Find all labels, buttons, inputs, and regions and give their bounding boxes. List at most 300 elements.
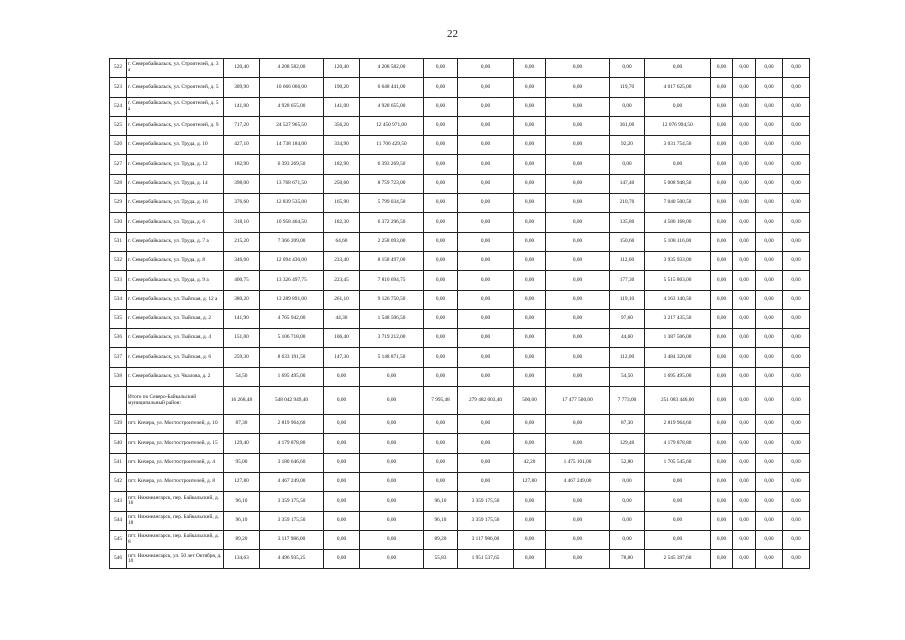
value-cell: 0,00 [514, 434, 546, 453]
value-cell: 0,00 [458, 194, 514, 213]
value-cell: 0,00 [546, 78, 610, 97]
value-cell: 0,00 [733, 511, 756, 530]
value-cell: 55,83 [424, 550, 458, 569]
value-cell: 0,00 [324, 453, 360, 472]
value-cell: 0,00 [733, 271, 756, 290]
row-number-cell: 545 [110, 530, 127, 549]
table-row [110, 194, 810, 213]
value-cell: 97,60 [610, 309, 645, 328]
row-number-cell: 533 [110, 271, 127, 290]
value-cell: 0,00 [546, 309, 610, 328]
value-cell: 0,00 [514, 136, 546, 155]
value-cell: 0,00 [711, 155, 733, 174]
row-number-cell: 530 [110, 213, 127, 232]
value-cell: 0,00 [458, 213, 514, 232]
value-cell: 42,20 [514, 453, 546, 472]
value-cell: 0,00 [783, 232, 810, 251]
value-cell: 0,00 [424, 453, 458, 472]
value-cell: 0,00 [711, 550, 733, 569]
value-cell: 0,00 [756, 434, 783, 453]
value-cell: 0,00 [360, 387, 424, 415]
value-cell: 6 393 269,50 [360, 155, 424, 174]
value-cell: 0,00 [360, 472, 424, 491]
value-cell: 3 484 320,00 [645, 348, 711, 367]
value-cell: 0,00 [546, 367, 610, 386]
table-row [110, 415, 810, 434]
value-cell: 0,00 [783, 155, 810, 174]
value-cell: 251 083 446,00 [645, 387, 711, 415]
row-number-cell: 527 [110, 155, 127, 174]
row-number-cell [110, 387, 127, 415]
row-number-cell: 531 [110, 232, 127, 251]
value-cell: 0,00 [711, 116, 733, 135]
value-cell: 0,00 [711, 232, 733, 251]
value-cell: 0,00 [756, 309, 783, 328]
value-cell: 141,90 [224, 309, 260, 328]
value-cell: 5 799 034,50 [360, 194, 424, 213]
table-row [110, 213, 810, 232]
table-row [110, 59, 810, 78]
value-cell: 0,00 [514, 309, 546, 328]
value-cell: 0,00 [424, 329, 458, 348]
value-cell: 0,00 [733, 415, 756, 434]
value-cell: 0,00 [424, 290, 458, 309]
value-cell: 0,00 [645, 155, 711, 174]
value-cell: 52,80 [610, 453, 645, 472]
value-cell: 0,00 [424, 434, 458, 453]
value-cell: 0,00 [458, 348, 514, 367]
value-cell: 0,00 [514, 367, 546, 386]
value-cell: 0,00 [458, 329, 514, 348]
value-cell: 0,00 [424, 59, 458, 78]
value-cell: 0,00 [514, 415, 546, 434]
page-number: 22 [447, 28, 458, 40]
value-cell: 1 475 101,00 [546, 453, 610, 472]
value-cell: 0,00 [756, 453, 783, 472]
value-cell: 0,00 [424, 78, 458, 97]
value-cell: 0,00 [733, 550, 756, 569]
value-cell: 0,00 [514, 78, 546, 97]
value-cell: 0,00 [783, 290, 810, 309]
address-cell: г. Северобайкальск, ул. Строителей, д. 9 [127, 116, 224, 135]
value-cell: 3 031 754,50 [645, 136, 711, 155]
value-cell: 0,00 [610, 59, 645, 78]
value-cell: 0,00 [458, 232, 514, 251]
row-number-cell: 544 [110, 511, 127, 530]
value-cell: 0,00 [733, 434, 756, 453]
table-row [110, 251, 810, 270]
value-cell: 0,00 [645, 472, 711, 491]
value-cell: 0,00 [514, 174, 546, 193]
value-cell: 0,00 [783, 550, 810, 569]
value-cell: 141,00 [224, 97, 260, 116]
value-cell: 376,60 [224, 194, 260, 213]
value-cell: 0,00 [546, 97, 610, 116]
value-cell: 0,00 [733, 530, 756, 549]
value-cell: 0,00 [783, 453, 810, 472]
value-cell: 0,00 [733, 97, 756, 116]
value-cell: 120,40 [324, 59, 360, 78]
value-cell: 0,00 [756, 232, 783, 251]
value-cell: 0,00 [360, 530, 424, 549]
value-cell: 120,40 [224, 59, 260, 78]
value-cell: 0,00 [733, 251, 756, 270]
value-cell: 0,00 [783, 194, 810, 213]
value-cell: 0,00 [514, 511, 546, 530]
value-cell: 0,00 [783, 136, 810, 155]
value-cell: 0,00 [424, 251, 458, 270]
value-cell: 0,00 [610, 97, 645, 116]
value-cell: 0,00 [756, 550, 783, 569]
value-cell: 0,00 [711, 434, 733, 453]
row-number-cell: 534 [110, 290, 127, 309]
value-cell: 12 076 994,50 [645, 116, 711, 135]
value-cell: 0,00 [711, 174, 733, 193]
value-cell: 1 705 545,60 [645, 453, 711, 472]
value-cell: 0,00 [756, 511, 783, 530]
value-cell: 182,90 [224, 155, 260, 174]
table-row [110, 290, 810, 309]
address-cell: г. Северобайкальск, ул. Труда, д. 10 [127, 136, 224, 155]
value-cell: 1 951 537,65 [458, 550, 514, 569]
value-cell: 0,00 [514, 213, 546, 232]
value-cell: 5 106 718,00 [260, 329, 324, 348]
value-cell: 0,00 [756, 78, 783, 97]
value-cell: 0,00 [324, 511, 360, 530]
value-cell: 112,60 [610, 251, 645, 270]
value-cell: 4 586 168,00 [645, 213, 711, 232]
value-cell: 0,00 [733, 387, 756, 415]
value-cell: 0,00 [546, 194, 610, 213]
value-cell: 127,80 [224, 472, 260, 491]
value-cell: 0,00 [733, 232, 756, 251]
value-cell: 3 935 933,00 [645, 251, 711, 270]
value-cell: 0,00 [756, 213, 783, 232]
value-cell: 0,00 [458, 155, 514, 174]
value-cell: 0,00 [458, 251, 514, 270]
value-cell: 7 040 500,50 [645, 194, 711, 213]
value-cell: 0,00 [360, 511, 424, 530]
value-cell: 0,00 [783, 367, 810, 386]
value-cell: 8 158 497,00 [360, 251, 424, 270]
value-cell: 0,00 [733, 78, 756, 97]
value-cell: 7 810 694,75 [360, 271, 424, 290]
value-cell: 150,60 [610, 232, 645, 251]
value-cell: 0,00 [324, 434, 360, 453]
value-cell: 0,00 [424, 136, 458, 155]
value-cell: 7 995,48 [424, 387, 458, 415]
address-cell: г. Северобайкальск, ул. Труда, д. 16 [127, 194, 224, 213]
value-cell: 6 648 441,00 [360, 78, 424, 97]
row-number-cell: 523 [110, 78, 127, 97]
table-row [110, 367, 810, 386]
value-cell: 0,00 [733, 309, 756, 328]
value-cell: 0,00 [546, 136, 610, 155]
value-cell: 0,00 [645, 492, 711, 511]
value-cell: 346,00 [224, 251, 260, 270]
value-cell: 0,00 [711, 59, 733, 78]
value-cell: 0,00 [458, 174, 514, 193]
value-cell: 0,00 [546, 550, 610, 569]
row-number-cell: 524 [110, 97, 127, 116]
address-cell: пгт. Кичера, ул. Мостостроителей, д. 15 [127, 434, 224, 453]
value-cell: 0,00 [514, 59, 546, 78]
value-cell: 0,00 [546, 174, 610, 193]
address-cell: г. Северобайкальск, ул. Труда, д. 12 [127, 155, 224, 174]
value-cell: 0,00 [783, 415, 810, 434]
value-cell: 17 477 500,00 [546, 387, 610, 415]
value-cell: 0,00 [324, 387, 360, 415]
value-cell: 0,00 [756, 348, 783, 367]
value-cell: 0,00 [610, 511, 645, 530]
value-cell: 1 387 506,00 [645, 329, 711, 348]
value-cell: 5 148 871,50 [360, 348, 424, 367]
row-number-cell: 525 [110, 116, 127, 135]
value-cell: 0,00 [514, 348, 546, 367]
value-cell: 0,00 [733, 136, 756, 155]
value-cell: 0,00 [756, 290, 783, 309]
value-cell: 0,00 [783, 271, 810, 290]
value-cell: 548 042 949,40 [260, 387, 324, 415]
value-cell: 0,00 [756, 415, 783, 434]
value-cell: 0,00 [514, 194, 546, 213]
table-row [110, 348, 810, 367]
value-cell: 3 359 175,50 [260, 511, 324, 530]
value-cell: 0,00 [783, 97, 810, 116]
value-cell: 0,00 [711, 329, 733, 348]
value-cell: 6 393 269,50 [260, 155, 324, 174]
value-cell: 0,00 [424, 309, 458, 328]
address-cell: г. Северобайкальск, ул. Труда, д. 7 а [127, 232, 224, 251]
value-cell: 0,00 [756, 59, 783, 78]
value-cell: 0,00 [458, 290, 514, 309]
value-cell: 0,00 [458, 271, 514, 290]
table-row [110, 329, 810, 348]
value-cell: 0,00 [711, 415, 733, 434]
value-cell: 0,00 [733, 290, 756, 309]
value-cell: 210,70 [610, 194, 645, 213]
value-cell: 233,40 [324, 251, 360, 270]
value-cell: 11 706 429,50 [360, 136, 424, 155]
table-row [110, 434, 810, 453]
value-cell: 0,00 [514, 251, 546, 270]
value-cell: 0,00 [610, 492, 645, 511]
value-cell: 129,40 [224, 434, 260, 453]
value-cell: 0,00 [783, 329, 810, 348]
value-cell: 380,20 [224, 290, 260, 309]
value-cell: 0,00 [610, 155, 645, 174]
table-row [110, 453, 810, 472]
value-cell: 0,00 [546, 155, 610, 174]
value-cell: 0,00 [645, 97, 711, 116]
value-cell: 0,00 [324, 530, 360, 549]
address-cell: пгт. Нижнеангарск, ул. 50 лет Октября, д. 10 [127, 550, 224, 569]
value-cell: 261,10 [324, 290, 360, 309]
value-cell: 12 450 971,00 [360, 116, 424, 135]
value-cell: 279 482 003,40 [458, 387, 514, 415]
value-cell: 129,40 [610, 434, 645, 453]
value-cell: 0,00 [783, 59, 810, 78]
value-cell: 0,00 [546, 492, 610, 511]
value-cell: 0,00 [546, 329, 610, 348]
address-cell: г. Северобайкальск, ул. Тыйская, д. 6 [127, 348, 224, 367]
value-cell: 0,00 [514, 550, 546, 569]
value-cell: 0,00 [733, 472, 756, 491]
value-cell: 0,00 [645, 59, 711, 78]
value-cell: 0,00 [458, 434, 514, 453]
value-cell: 0,00 [756, 329, 783, 348]
address-cell: г. Северобайкальск, ул. Строителей, д. 3 а [127, 59, 224, 78]
value-cell: 12 094 430,00 [260, 251, 324, 270]
table-row [110, 492, 810, 511]
value-cell: 0,00 [711, 213, 733, 232]
value-cell: 0,00 [756, 194, 783, 213]
value-cell: 0,00 [711, 511, 733, 530]
table-row [110, 309, 810, 328]
value-cell: 0,00 [546, 271, 610, 290]
value-cell: 0,00 [424, 97, 458, 116]
value-cell: 0,00 [783, 116, 810, 135]
value-cell: 119,10 [610, 290, 645, 309]
value-cell: 7 366 209,00 [260, 232, 324, 251]
table-row [110, 116, 810, 135]
value-cell: 0,00 [514, 155, 546, 174]
value-cell: 0,00 [514, 530, 546, 549]
row-number-cell: 532 [110, 251, 127, 270]
value-cell: 8 633 191,50 [260, 348, 324, 367]
value-cell: 356,20 [324, 116, 360, 135]
row-number-cell: 538 [110, 367, 127, 386]
value-cell: 0,00 [424, 348, 458, 367]
value-cell: 44,30 [324, 309, 360, 328]
value-cell: 8 759 723,00 [360, 174, 424, 193]
value-cell: 141,00 [324, 97, 360, 116]
value-cell: 87,30 [610, 415, 645, 434]
value-cell: 89,20 [224, 530, 260, 549]
value-cell: 0,00 [458, 309, 514, 328]
value-cell: 0,00 [783, 174, 810, 193]
value-cell: 0,00 [645, 530, 711, 549]
value-cell: 250,60 [324, 174, 360, 193]
value-cell: 3 359 175,50 [458, 492, 514, 511]
value-cell: 0,00 [756, 116, 783, 135]
address-cell: г. Северобайкальск, ул. Тыйская, д. 12 а [127, 290, 224, 309]
value-cell: 64,60 [324, 232, 360, 251]
value-cell: 96,10 [424, 511, 458, 530]
table-row [110, 271, 810, 290]
value-cell: 0,00 [458, 472, 514, 491]
value-cell: 0,00 [711, 309, 733, 328]
value-cell: 2 819 964,60 [645, 415, 711, 434]
value-cell: 0,00 [546, 116, 610, 135]
value-cell: 10 666 066,00 [260, 78, 324, 97]
value-cell: 106,40 [324, 329, 360, 348]
value-cell: 0,00 [733, 213, 756, 232]
row-number-cell: 542 [110, 472, 127, 491]
value-cell: 4 163 140,50 [645, 290, 711, 309]
table-row [110, 136, 810, 155]
address-cell: г. Северобайкальск, ул. Труда, д. 6 [127, 213, 224, 232]
value-cell: 215,20 [224, 232, 260, 251]
value-cell: 361,00 [610, 116, 645, 135]
table-row [110, 155, 810, 174]
table-total-row [110, 387, 810, 415]
row-number-cell: 539 [110, 415, 127, 434]
value-cell: 0,00 [458, 78, 514, 97]
value-cell: 0,00 [360, 453, 424, 472]
value-cell: 0,00 [783, 213, 810, 232]
value-cell: 95,00 [224, 453, 260, 472]
value-cell: 0,00 [546, 232, 610, 251]
value-cell: 4 208 582,00 [260, 59, 324, 78]
value-cell: 54,50 [610, 367, 645, 386]
value-cell: 3 117 986,00 [458, 530, 514, 549]
value-cell: 3 180 646,60 [260, 453, 324, 472]
value-cell: 14 738 184,00 [260, 136, 324, 155]
value-cell: 12 839 535,00 [260, 194, 324, 213]
value-cell: 0,00 [783, 348, 810, 367]
table-row [110, 97, 810, 116]
value-cell: 0,00 [711, 194, 733, 213]
value-cell: 0,00 [756, 97, 783, 116]
address-cell: г. Северобайкальск, ул. Строителей, д. 5 [127, 78, 224, 97]
value-cell: 4 179 878,80 [260, 434, 324, 453]
table-row [110, 550, 810, 569]
value-cell: 398,00 [224, 174, 260, 193]
value-cell: 0,00 [514, 271, 546, 290]
value-cell: 0,00 [360, 367, 424, 386]
value-cell: 10 958 464,50 [260, 213, 324, 232]
value-cell: 717,20 [224, 116, 260, 135]
value-cell: 0,00 [360, 434, 424, 453]
address-cell: пгт. Нижнеангарск, пер. Байкальский, д. 18 [127, 511, 224, 530]
address-cell: г. Северобайкальск, ул. Тыйская, д. 2 [127, 309, 224, 328]
value-cell: 0,00 [733, 348, 756, 367]
value-cell: 190,20 [324, 78, 360, 97]
address-cell: г. Северобайкальск, ул. Труда, д. 9 а [127, 271, 224, 290]
value-cell: 0,00 [514, 290, 546, 309]
value-cell: 0,00 [711, 251, 733, 270]
value-cell: 0,00 [610, 472, 645, 491]
value-cell: 0,00 [458, 453, 514, 472]
value-cell: 400,75 [224, 271, 260, 290]
value-cell: 1 695 495,00 [645, 367, 711, 386]
row-number-cell: 526 [110, 136, 127, 155]
value-cell: 0,00 [733, 329, 756, 348]
value-cell: 0,00 [733, 59, 756, 78]
value-cell: 0,00 [711, 136, 733, 155]
value-cell: 3 217 435,50 [645, 309, 711, 328]
address-cell: г. Северобайкальск, ул. Труда, д. 14 [127, 174, 224, 193]
value-cell: 0,00 [514, 97, 546, 116]
value-cell: 427,10 [224, 136, 260, 155]
value-cell: 134,63 [224, 550, 260, 569]
value-cell: 0,00 [711, 453, 733, 472]
value-cell: 0,00 [783, 251, 810, 270]
value-cell: 0,00 [756, 530, 783, 549]
address-cell: г. Северобайкальск, ул. Труда, д. 8 [127, 251, 224, 270]
value-cell: 0,00 [424, 194, 458, 213]
value-cell: 0,00 [360, 415, 424, 434]
value-cell: 4 467 249,00 [546, 472, 610, 491]
row-number-cell: 537 [110, 348, 127, 367]
value-cell: 0,00 [733, 492, 756, 511]
value-cell: 0,00 [324, 367, 360, 386]
value-cell: 165,90 [324, 194, 360, 213]
value-cell: 0,00 [733, 453, 756, 472]
value-cell: 0,00 [324, 492, 360, 511]
value-cell: 0,00 [783, 511, 810, 530]
